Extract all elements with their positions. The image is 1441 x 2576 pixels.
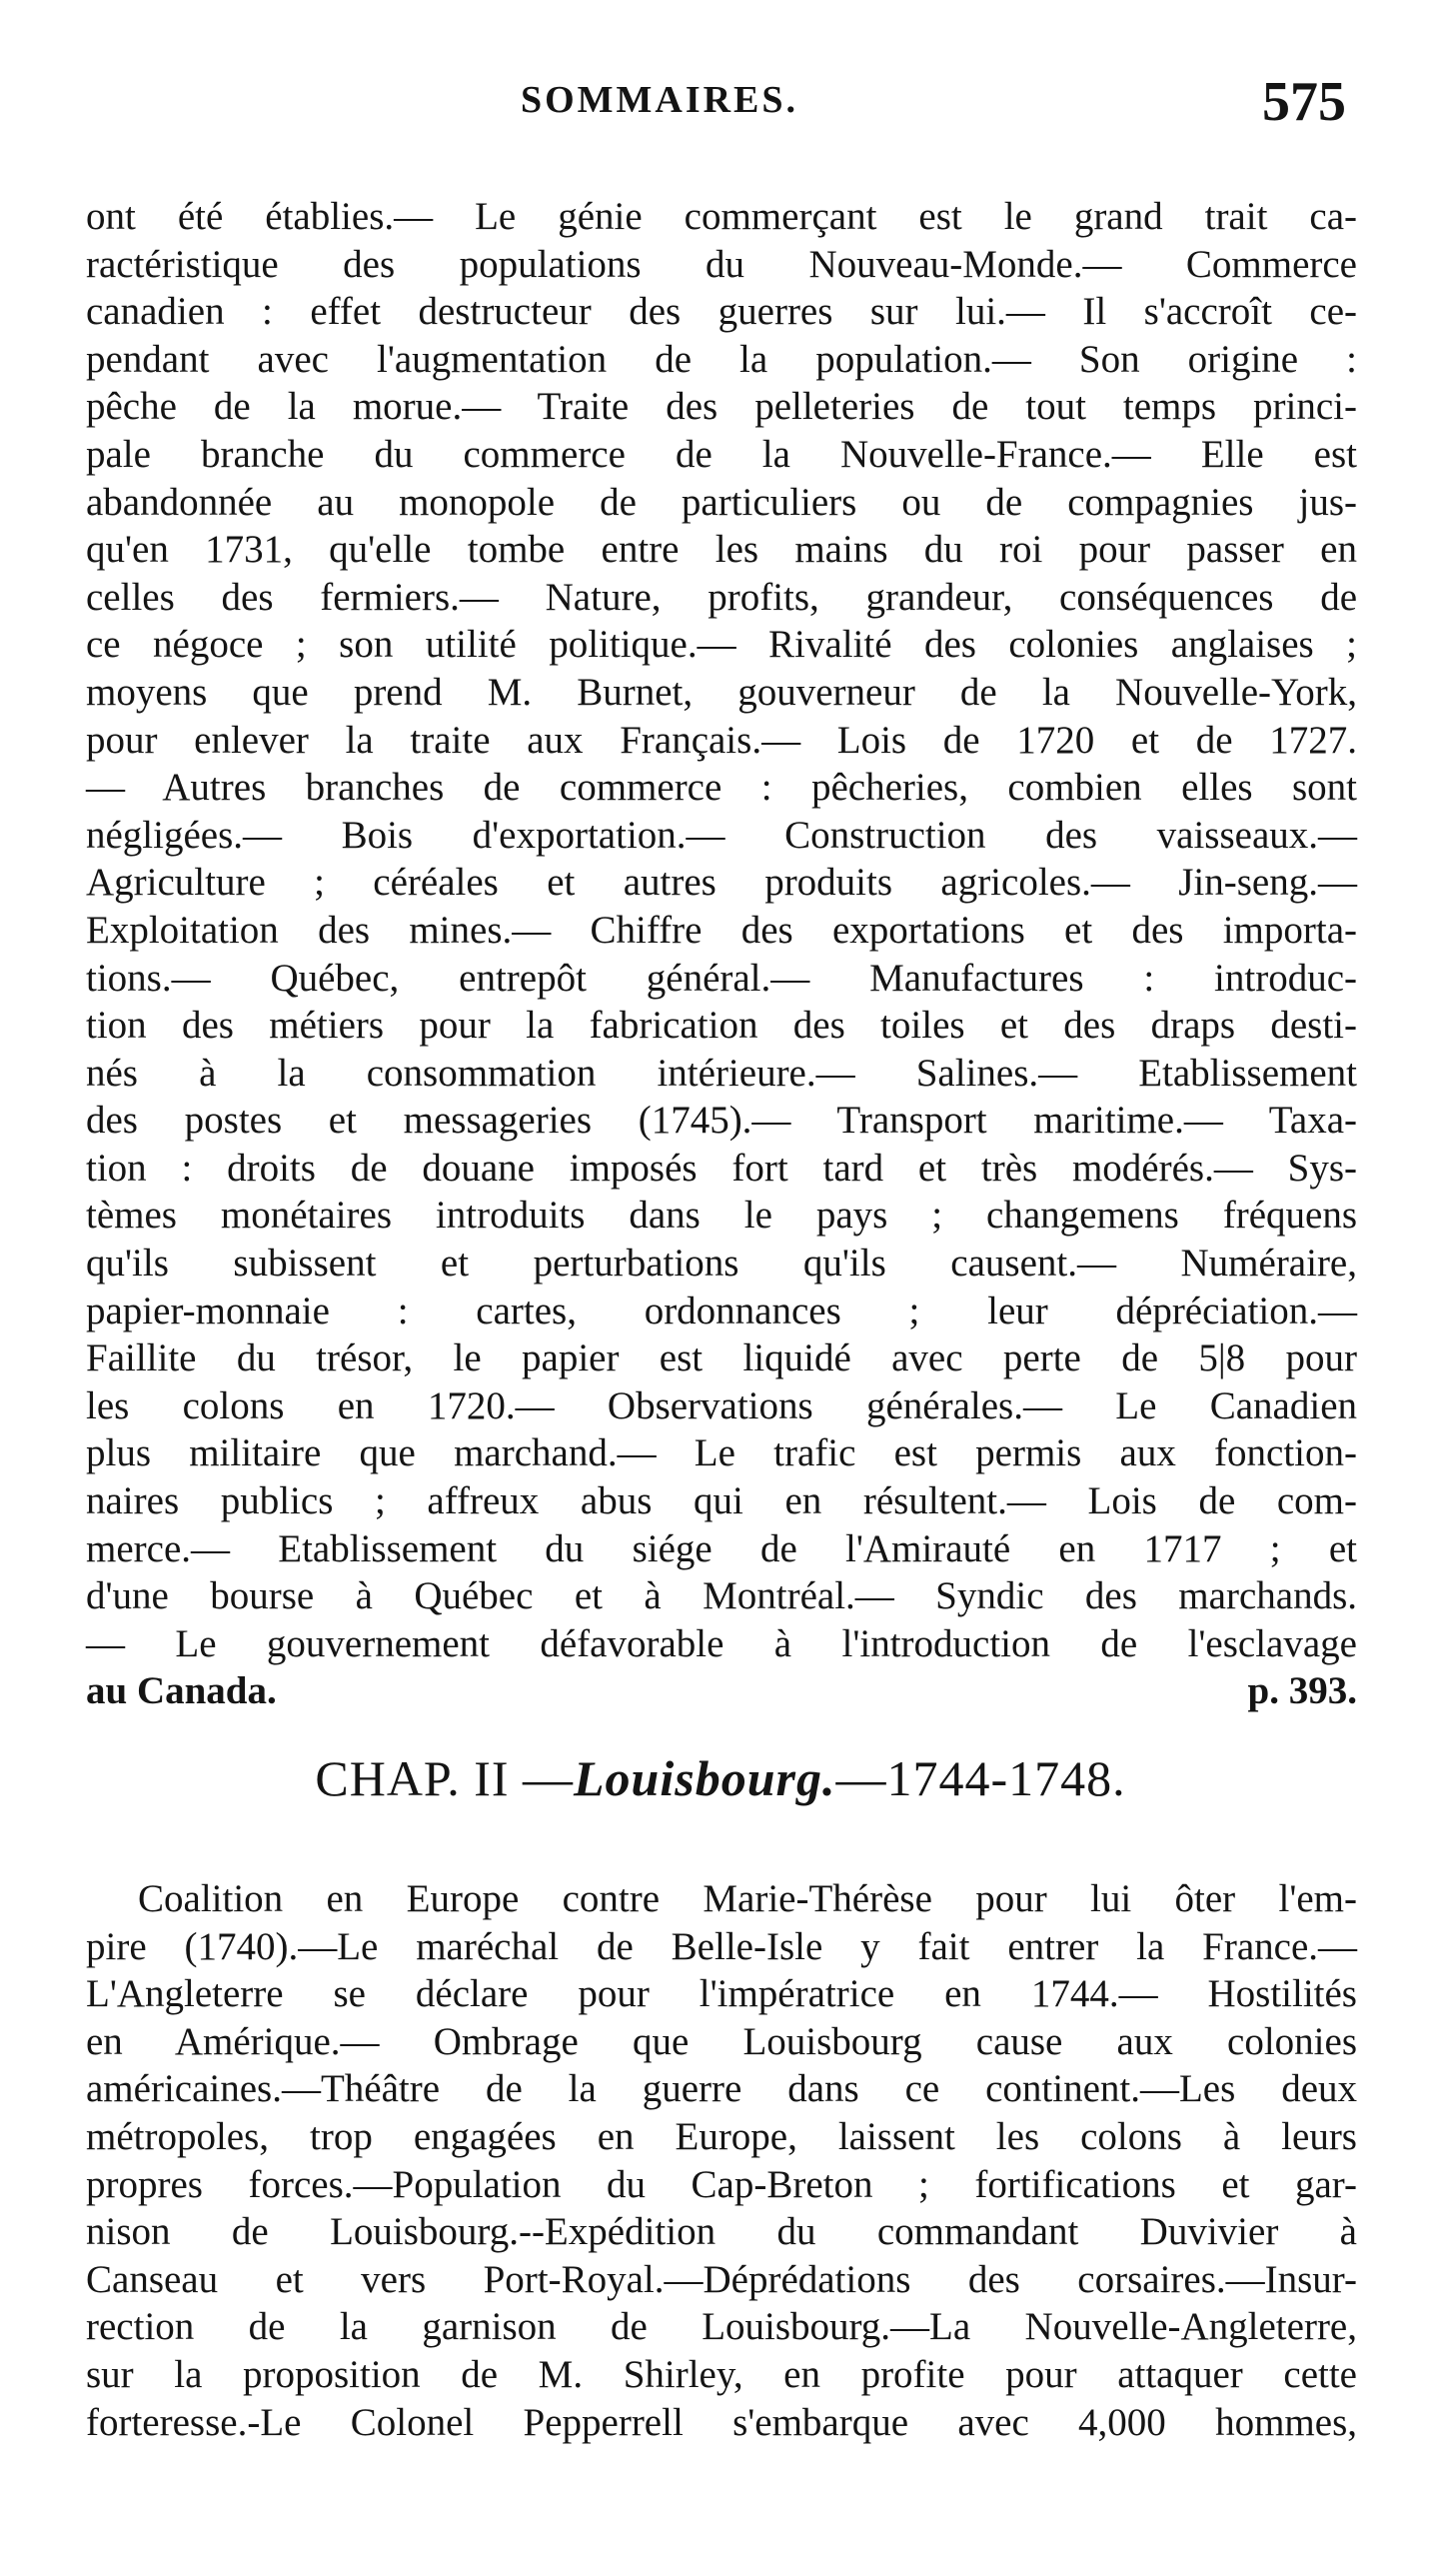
text-line: L'Angleterre se déclare pour l'impératrice en 1744.— Hostilités	[86, 1972, 1357, 2016]
text-line: abandonnée au monopole de particuliers ou de compagnies jus-	[86, 480, 1357, 524]
text-line: celles des fermiers.— Nature, profits, grandeur, conséquences de	[86, 575, 1357, 619]
chapter-title: Louisbourg.	[574, 1750, 836, 1806]
running-title: SOMMAIRES.	[520, 79, 799, 121]
text-line: Coalition en Europe contre Marie-Thérèse pour lui ôter l'em-	[138, 1877, 1357, 1920]
text-line: rection de la garnison de Louisbourg.—La Nouvelle-Angleterre,	[86, 2305, 1357, 2349]
text-line: d'une bourse à Québec et à Montréal.— Syndic des marchands.	[86, 1574, 1357, 1618]
summary-paragraph-1	[86, 193, 1357, 1715]
text-line: propres forces.—Population du Cap-Breton ; fortifications et gar-	[86, 2162, 1357, 2206]
running-head	[0, 71, 1441, 148]
text-line: américaines.—Théâtre de la guerre dans ce continent.—Les deux	[86, 2067, 1357, 2111]
chapter-number: CHAP. II —	[315, 1750, 574, 1806]
text-line: pale branche du commerce de la Nouvelle-France.— Elle est	[86, 432, 1357, 476]
final-line-text: au Canada.	[86, 1669, 277, 1713]
text-line: ractéristique des populations du Nouveau-Monde.— Commerce	[86, 242, 1357, 286]
text-line: tèmes monétaires introduits dans le pays ; changemens fréquens	[86, 1194, 1357, 1238]
text-line: Exploitation des mines.— Chiffre des exportations et des importa-	[86, 908, 1357, 952]
text-line: en Amérique.— Ombrage que Louisbourg cause aux colonies	[86, 2019, 1357, 2063]
text-line: Agriculture ; céréales et autres produits agricoles.— Jin-seng.—	[86, 861, 1357, 905]
text-line: nés à la consommation intérieure.— Salines.— Etablissement	[86, 1051, 1357, 1095]
text-line: tion : droits de douane imposés fort tard et très modérés.— Sys-	[86, 1146, 1357, 1190]
text-line: Canseau et vers Port-Royal.—Déprédations des corsaires.—Insur-	[86, 2257, 1357, 2301]
text-line: ce négoce ; son utilité politique.— Rivalité des colonies anglaises ;	[86, 623, 1357, 667]
text-line: des postes et messageries (1745).— Transport maritime.— Taxa-	[86, 1099, 1357, 1143]
text-line: nison de Louisbourg.--Expédition du commandant Duvivier à	[86, 2210, 1357, 2254]
page-number: 575	[1262, 71, 1346, 133]
final-line	[86, 1667, 1357, 1715]
text-line: Faillite du trésor, le papier est liquidé avec perte de 5|8 pour	[86, 1336, 1357, 1380]
summary-paragraph-2	[86, 1875, 1357, 2446]
text-line: négligées.— Bois d'exportation.— Construction des vaisseaux.—	[86, 813, 1357, 857]
text-line: métropoles, trop engagées en Europe, laissent les colons à leurs	[86, 2114, 1357, 2158]
page-reference: p. 393.	[1247, 1669, 1357, 1713]
text-line: plus militaire que marchand.— Le trafic est permis aux fonction-	[86, 1431, 1357, 1475]
text-line: tion des métiers pour la fabrication des toiles et des draps desti-	[86, 1004, 1357, 1048]
text-line: pour enlever la traite aux Français.— Lois de 1720 et de 1727.	[86, 718, 1357, 762]
text-line: merce.— Etablissement du siége de l'Amirauté en 1717 ; et	[86, 1526, 1357, 1570]
text-line: canadien : effet destructeur des guerres sur lui.— Il s'accroît ce-	[86, 290, 1357, 334]
text-line: — Le gouvernement défavorable à l'introduction de l'esclavage	[86, 1621, 1357, 1665]
text-line: les colons en 1720.— Observations générales.— Le Canadien	[86, 1383, 1357, 1427]
text-line: pire (1740).—Le maréchal de Belle-Isle y fait entrer la France.—	[86, 1924, 1357, 1968]
text-line: naires publics ; affreux abus qui en résultent.— Lois de com-	[86, 1479, 1357, 1523]
text-line: sur la proposition de M. Shirley, en profite pour attaquer cette	[86, 2352, 1357, 2396]
text-line: qu'en 1731, qu'elle tombe entre les mains du roi pour passer en	[86, 528, 1357, 572]
chapter-dates: —1744-1748.	[835, 1750, 1126, 1806]
text-line: qu'ils subissent et perturbations qu'ils causent.— Numéraire,	[86, 1242, 1357, 1286]
text-line: ont été établies.— Le génie commerçant est le grand trait ca-	[86, 195, 1357, 238]
text-line: tions.— Québec, entrepôt général.— Manufactures : introduc-	[86, 956, 1357, 1000]
chapter-heading	[0, 1749, 1441, 1807]
text-line: pendant avec l'augmentation de la population.— Son origine :	[86, 337, 1357, 381]
text-line: pêche de la morue.— Traite des pelleteries de tout temps princi-	[86, 385, 1357, 429]
text-line: papier-monnaie : cartes, ordonnances ; leur dépréciation.—	[86, 1288, 1357, 1332]
text-line: moyens que prend M. Burnet, gouverneur de la Nouvelle-York,	[86, 670, 1357, 714]
text-line: — Autres branches de commerce : pêcheries, combien elles sont	[86, 766, 1357, 810]
text-line: forteresse.-Le Colonel Pepperrell s'embarque avec 4,000 hommes,	[86, 2400, 1357, 2444]
